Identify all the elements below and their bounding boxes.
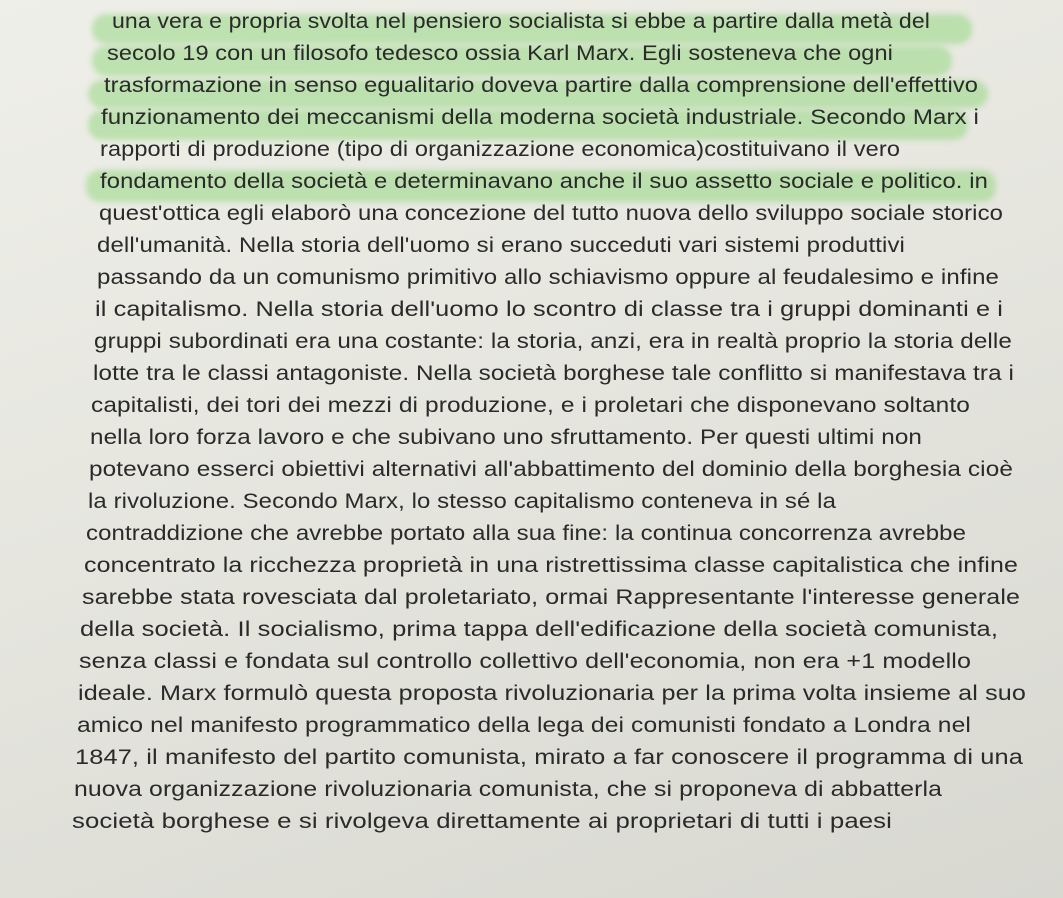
- text-line: lotte tra le classi antagoniste. Nella società borghese tale conflitto si manifestava tra i: [93, 362, 1015, 385]
- text-line: potevano esserci obiettivi alternativi all'abbattimento del dominio della borghesia cioè: [89, 458, 1013, 481]
- text-line: secolo 19 con un filosofo tedesco ossia Karl Marx. Egli sosteneva che ogni: [107, 42, 893, 65]
- text-line: sarebbe stata rovesciata dal proletariato, ormai Rappresentante l'interesse generale: [82, 586, 1021, 609]
- text-line: il capitalismo. Nella storia dell'uomo lo scontro di classe tra i gruppi dominanti e i: [95, 298, 1003, 321]
- text-line: funzionamento dei meccanismi della moderna società industriale. Secondo Marx i: [101, 106, 979, 129]
- text-line: rapporti di produzione (tipo di organizzazione economica)costituivano il vero: [100, 138, 901, 161]
- text-line: passando da un comunismo primitivo allo schiavismo oppure al feudalesimo e infine: [97, 266, 1000, 289]
- text-line: la rivoluzione. Secondo Marx, lo stesso capitalismo conteneva in sé la: [88, 490, 836, 513]
- text-line: nuova organizzazione rivoluzionaria comunista, che si proponeva di abbatterla: [74, 778, 942, 801]
- text-line: concentrato la ricchezza proprietà in una ristrettissima classe capitalistica che infine: [84, 554, 1018, 577]
- text-line: amico nel manifesto programmatico della lega dei comunisti fondato a Londra nel: [77, 714, 971, 737]
- text-line: nella loro forza lavoro e che subivano uno sfruttamento. Per questi ultimi non: [90, 426, 922, 449]
- text-line: fondamento della società e determinavano anche il suo assetto sociale e politico. in: [100, 170, 988, 193]
- text-line: gruppi subordinati era una costante: la storia, anzi, era in realtà proprio la storia delle: [94, 330, 1012, 353]
- text-line: capitalisti, dei tori dei mezzi di produzione, e i proletari che disponevano soltanto: [91, 394, 970, 417]
- text-line: 1847, il manifesto del partito comunista, mirato a far conoscere il programma di una: [75, 746, 1023, 769]
- text-line: quest'ottica egli elaborò una concezione del tutto nuova dello sviluppo sociale storico: [99, 202, 1003, 225]
- text-line: una vera e propria svolta nel pensiero socialista si ebbe a partire dalla metà del: [112, 10, 931, 33]
- text-line: società borghese e si rivolgeva direttamente ai proprietari di tutti i paesi: [72, 810, 893, 833]
- text-line: dell'umanità. Nella storia dell'uomo si erano succeduti vari sistemi produttivi: [97, 234, 905, 257]
- text-line: trasformazione in senso egualitario doveva partire dalla comprensione dell'effettivo: [104, 74, 979, 97]
- text-line: della società. Il socialismo, prima tappa dell'edificazione della società comunista,: [80, 618, 999, 641]
- text-line: contraddizione che avrebbe portato alla sua fine: la continua concorrenza avrebbe: [86, 522, 967, 545]
- text-line: senza classi e fondata sul controllo collettivo dell'economia, non era +1 modello: [79, 650, 972, 673]
- text-line: ideale. Marx formulò questa proposta rivoluzionaria per la prima volta insieme al suo: [78, 682, 1027, 705]
